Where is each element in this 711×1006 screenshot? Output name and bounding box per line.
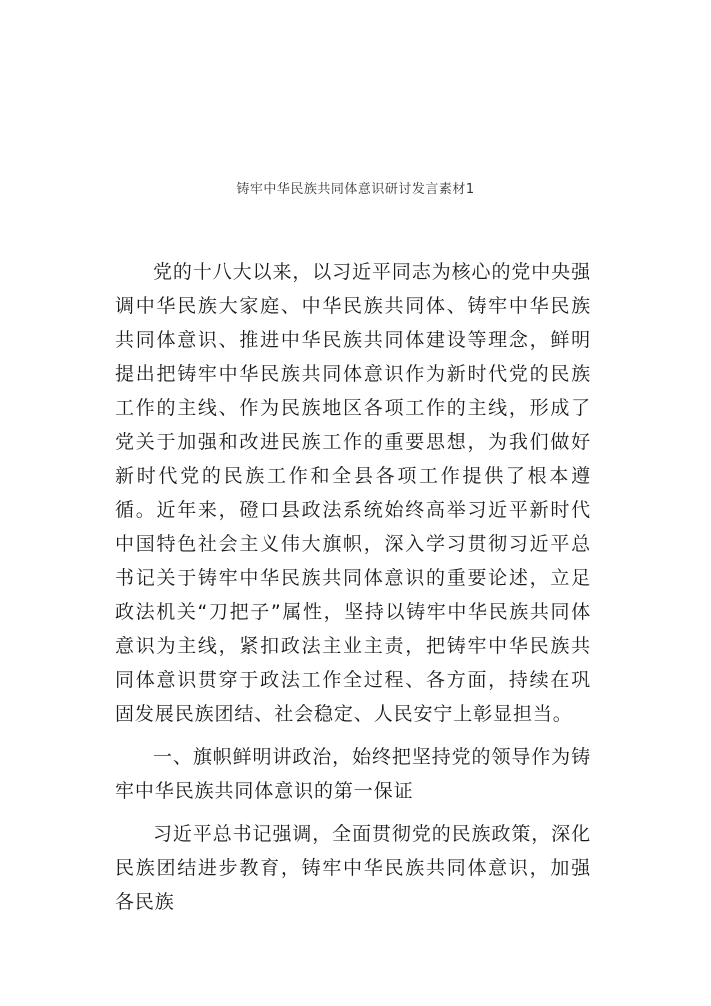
document-body (115, 255, 591, 919)
paragraph-section-1: 习近平总书记强调，全面贯彻党的民族政策，深化民族团结进步教育，铸牢中华民族共同体意识，加强各民族 (115, 823, 591, 913)
paragraph-intro: 党的十八大以来，以习近平同志为核心的党中央强调中华民族大家庭、中华民族共同体、铸牢中华民族共同体意识、推进中华民族共同体建设等理念，鲜明提出把铸牢中华民族共同体意识作为新时代党的民族工作的主线、作为民族地区各项工作的主线，形成了党关于加强和改进民族工作的重要思想，为我们做好新时代党的民族工作和全县各项工作提供了根本遵循。近年来，磴口县政法系统始终高举习近平新时代中国特色社会主义伟大旗帜，深入学习贯彻习近平总书记关于铸牢中华民族共同体意识的重要论述，立足政法机关“刀把子”属性，坚持以铸牢中华民族共同体意识为主线，紧扣政法主业主责，把铸牢中华民族共同体意识贯穿于政法工作全过程、各方面，持续在巩固发展民族团结、社会稳定、人民安宁上彰显担当。 (115, 261, 591, 725)
section-heading-1: 一、旗帜鲜明讲政治，始终把坚持党的领导作为铸牢中华民族共同体意识的第一保证 (115, 746, 591, 802)
document-title: 铸牢中华民族共同体意识研讨发言素材1 (236, 182, 475, 197)
